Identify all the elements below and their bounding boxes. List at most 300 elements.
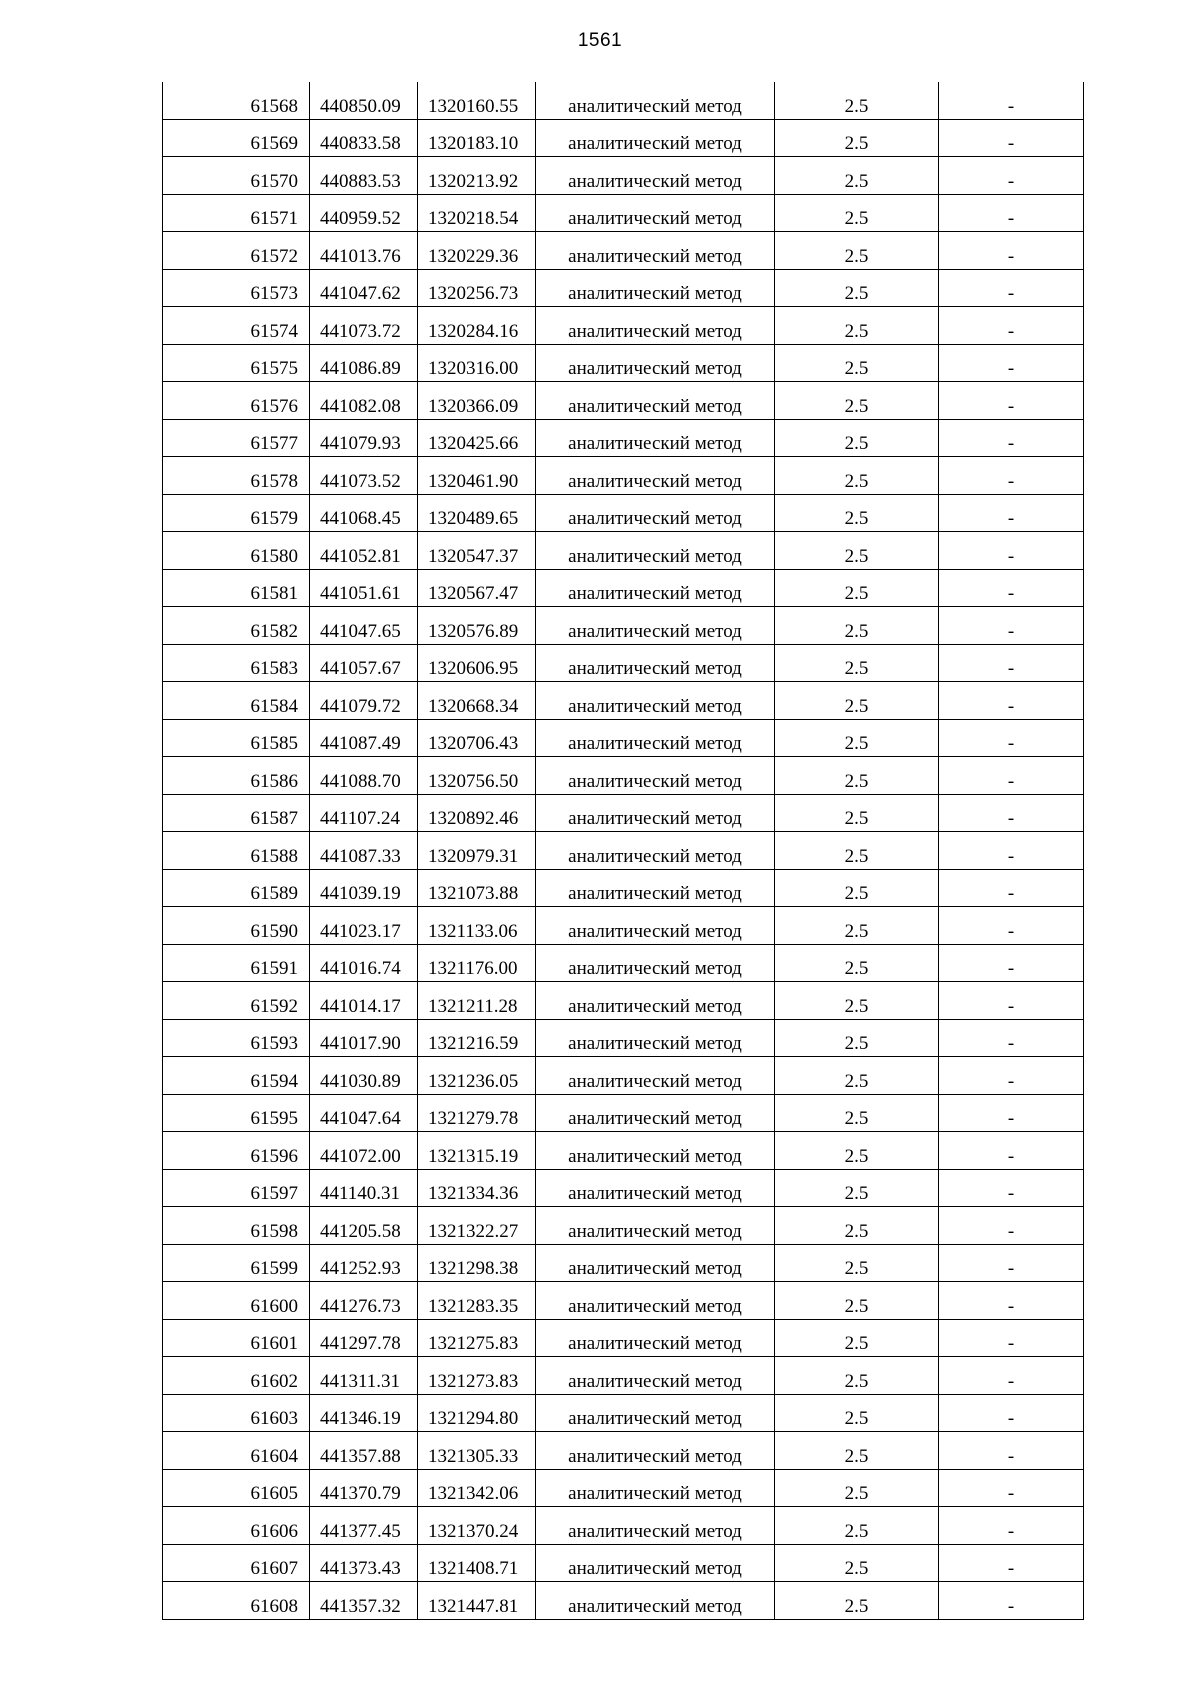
note-cell bbox=[939, 1544, 1084, 1582]
note-text: - bbox=[1007, 208, 1015, 229]
note-text: - bbox=[1007, 883, 1015, 904]
note-cell bbox=[939, 757, 1084, 795]
point-number-cell bbox=[163, 1132, 310, 1170]
accuracy-cell bbox=[775, 157, 939, 195]
note-text: - bbox=[1007, 1370, 1015, 1392]
accuracy-text: 2.5 bbox=[844, 1220, 869, 1242]
table-row bbox=[163, 869, 1084, 907]
point-number-cell bbox=[163, 1357, 310, 1395]
accuracy-text: 2.5 bbox=[844, 1183, 869, 1204]
note-cell bbox=[939, 1582, 1084, 1620]
accuracy-text: 2.5 bbox=[844, 1145, 869, 1167]
note-cell bbox=[939, 869, 1084, 907]
y-coordinate-text: 1320213.92 bbox=[428, 170, 519, 192]
y-coordinate-text: 1320229.36 bbox=[428, 245, 519, 267]
x-coordinate-cell bbox=[310, 569, 418, 607]
x-coordinate-cell bbox=[310, 1132, 418, 1170]
y-coordinate-cell bbox=[418, 194, 536, 232]
method-cell bbox=[536, 944, 775, 982]
x-coordinate-text: 441252.93 bbox=[320, 1258, 401, 1279]
x-coordinate-text: 441370.79 bbox=[320, 1483, 401, 1504]
note-cell bbox=[939, 1282, 1084, 1320]
y-coordinate-text: 1320892.46 bbox=[428, 808, 519, 829]
table-row bbox=[163, 1244, 1084, 1282]
point-number-text: 61607 bbox=[250, 1558, 298, 1579]
accuracy-cell bbox=[775, 494, 939, 532]
note-cell bbox=[939, 457, 1084, 495]
y-coordinate-cell bbox=[418, 82, 536, 119]
accuracy-cell bbox=[775, 1357, 939, 1395]
x-coordinate-text: 441357.88 bbox=[320, 1445, 401, 1467]
method-cell bbox=[536, 307, 775, 345]
method-cell bbox=[536, 1394, 775, 1432]
x-coordinate-cell bbox=[310, 1019, 418, 1057]
accuracy-text: 2.5 bbox=[844, 733, 869, 754]
point-number-cell bbox=[163, 869, 310, 907]
accuracy-cell bbox=[775, 194, 939, 232]
accuracy-cell bbox=[775, 1132, 939, 1170]
x-coordinate-text: 441205.58 bbox=[320, 1220, 401, 1242]
x-coordinate-cell bbox=[310, 1207, 418, 1245]
point-number-text: 61606 bbox=[250, 1520, 298, 1542]
method-text: аналитический метод bbox=[568, 508, 742, 529]
x-coordinate-cell bbox=[310, 1582, 418, 1620]
x-coordinate-text: 441023.17 bbox=[320, 920, 401, 942]
y-coordinate-text: 1321305.33 bbox=[428, 1445, 519, 1467]
point-number-text: 61576 bbox=[250, 395, 298, 417]
accuracy-text: 2.5 bbox=[844, 470, 869, 492]
table-row bbox=[163, 1582, 1084, 1620]
y-coordinate-text: 1320489.65 bbox=[428, 508, 519, 529]
y-coordinate-cell bbox=[418, 307, 536, 345]
accuracy-cell bbox=[775, 1057, 939, 1095]
y-coordinate-cell bbox=[418, 1169, 536, 1207]
table-row bbox=[163, 1207, 1084, 1245]
point-number-cell bbox=[163, 682, 310, 720]
accuracy-text: 2.5 bbox=[844, 620, 869, 642]
y-coordinate-text: 1321315.19 bbox=[428, 1145, 519, 1167]
point-number-text: 61600 bbox=[250, 1295, 298, 1317]
table-row bbox=[163, 1432, 1084, 1470]
point-number-text: 61588 bbox=[250, 845, 298, 867]
x-coordinate-cell bbox=[310, 1357, 418, 1395]
method-cell bbox=[536, 719, 775, 757]
accuracy-cell bbox=[775, 457, 939, 495]
accuracy-text: 2.5 bbox=[844, 920, 869, 942]
x-coordinate-cell bbox=[310, 419, 418, 457]
note-cell bbox=[939, 232, 1084, 270]
accuracy-text: 2.5 bbox=[844, 245, 869, 267]
accuracy-cell bbox=[775, 1094, 939, 1132]
point-number-text: 61602 bbox=[250, 1370, 298, 1392]
note-cell bbox=[939, 307, 1084, 345]
note-text: - bbox=[1007, 1483, 1015, 1504]
x-coordinate-cell bbox=[310, 757, 418, 795]
table-row bbox=[163, 569, 1084, 607]
point-number-text: 61603 bbox=[250, 1408, 298, 1429]
y-coordinate-cell bbox=[418, 569, 536, 607]
y-coordinate-cell bbox=[418, 1019, 536, 1057]
note-cell bbox=[939, 682, 1084, 720]
x-coordinate-text: 440850.09 bbox=[320, 95, 401, 117]
y-coordinate-cell bbox=[418, 1544, 536, 1582]
point-number-cell bbox=[163, 907, 310, 945]
table-row bbox=[163, 382, 1084, 420]
point-number-cell bbox=[163, 719, 310, 757]
x-coordinate-cell bbox=[310, 1169, 418, 1207]
method-cell bbox=[536, 1132, 775, 1170]
method-cell bbox=[536, 644, 775, 682]
method-cell bbox=[536, 457, 775, 495]
accuracy-text: 2.5 bbox=[844, 208, 869, 229]
x-coordinate-cell bbox=[310, 682, 418, 720]
point-number-cell bbox=[163, 344, 310, 382]
method-cell bbox=[536, 419, 775, 457]
x-coordinate-text: 441068.45 bbox=[320, 508, 401, 529]
point-number-cell bbox=[163, 1207, 310, 1245]
x-coordinate-cell bbox=[310, 82, 418, 119]
method-cell bbox=[536, 82, 775, 119]
note-cell bbox=[939, 269, 1084, 307]
method-cell bbox=[536, 832, 775, 870]
point-number-cell bbox=[163, 569, 310, 607]
y-coordinate-text: 1320706.43 bbox=[428, 733, 519, 754]
y-coordinate-cell bbox=[418, 232, 536, 270]
x-coordinate-cell bbox=[310, 1432, 418, 1470]
method-text: аналитический метод bbox=[568, 1445, 742, 1467]
accuracy-text: 2.5 bbox=[844, 1033, 869, 1054]
x-coordinate-cell bbox=[310, 719, 418, 757]
method-cell bbox=[536, 1094, 775, 1132]
method-cell bbox=[536, 757, 775, 795]
accuracy-text: 2.5 bbox=[844, 1258, 869, 1279]
point-number-cell bbox=[163, 157, 310, 195]
note-text: - bbox=[1007, 920, 1015, 942]
table-row bbox=[163, 719, 1084, 757]
accuracy-cell bbox=[775, 719, 939, 757]
method-text: аналитический метод bbox=[568, 1258, 742, 1279]
accuracy-cell bbox=[775, 419, 939, 457]
y-coordinate-cell bbox=[418, 1132, 536, 1170]
accuracy-text: 2.5 bbox=[844, 320, 869, 342]
method-text: аналитический метод bbox=[568, 1220, 742, 1242]
accuracy-text: 2.5 bbox=[844, 1295, 869, 1317]
y-coordinate-cell bbox=[418, 982, 536, 1020]
method-cell bbox=[536, 232, 775, 270]
y-coordinate-text: 1320316.00 bbox=[428, 358, 519, 379]
y-coordinate-cell bbox=[418, 1094, 536, 1132]
x-coordinate-text: 441073.72 bbox=[320, 320, 401, 342]
method-cell bbox=[536, 119, 775, 157]
point-number-cell bbox=[163, 1394, 310, 1432]
y-coordinate-cell bbox=[418, 157, 536, 195]
point-number-text: 61601 bbox=[250, 1333, 298, 1354]
x-coordinate-cell bbox=[310, 232, 418, 270]
note-text: - bbox=[1007, 845, 1015, 867]
point-number-cell bbox=[163, 419, 310, 457]
y-coordinate-cell bbox=[418, 419, 536, 457]
x-coordinate-text: 441051.61 bbox=[320, 583, 401, 604]
point-number-text: 61575 bbox=[250, 358, 298, 379]
point-number-cell bbox=[163, 194, 310, 232]
y-coordinate-text: 1321236.05 bbox=[428, 1070, 519, 1092]
note-text: - bbox=[1007, 1295, 1015, 1317]
note-cell bbox=[939, 157, 1084, 195]
table-row bbox=[163, 344, 1084, 382]
note-text: - bbox=[1007, 1220, 1015, 1242]
x-coordinate-cell bbox=[310, 607, 418, 645]
coordinates-table bbox=[162, 82, 1084, 1620]
x-coordinate-cell bbox=[310, 1282, 418, 1320]
y-coordinate-cell bbox=[418, 1244, 536, 1282]
note-cell bbox=[939, 1319, 1084, 1357]
y-coordinate-cell bbox=[418, 944, 536, 982]
accuracy-text: 2.5 bbox=[844, 845, 869, 867]
table-row bbox=[163, 494, 1084, 532]
note-cell bbox=[939, 832, 1084, 870]
table-row bbox=[163, 1507, 1084, 1545]
method-cell bbox=[536, 382, 775, 420]
point-number-cell bbox=[163, 1244, 310, 1282]
method-text: аналитический метод bbox=[568, 1108, 742, 1129]
note-cell bbox=[939, 719, 1084, 757]
y-coordinate-text: 1320606.95 bbox=[428, 658, 519, 679]
x-coordinate-cell bbox=[310, 907, 418, 945]
accuracy-text: 2.5 bbox=[844, 170, 869, 192]
accuracy-cell bbox=[775, 869, 939, 907]
method-text: аналитический метод bbox=[568, 995, 742, 1017]
point-number-cell bbox=[163, 1469, 310, 1507]
accuracy-cell bbox=[775, 1544, 939, 1582]
y-coordinate-cell bbox=[418, 269, 536, 307]
accuracy-text: 2.5 bbox=[844, 1408, 869, 1429]
point-number-text: 61570 bbox=[250, 170, 298, 192]
note-text: - bbox=[1007, 995, 1015, 1017]
note-text: - bbox=[1007, 958, 1015, 979]
accuracy-cell bbox=[775, 1582, 939, 1620]
table-row bbox=[163, 119, 1084, 157]
point-number-text: 61578 bbox=[250, 470, 298, 492]
accuracy-cell bbox=[775, 569, 939, 607]
x-coordinate-cell bbox=[310, 1244, 418, 1282]
point-number-cell bbox=[163, 1019, 310, 1057]
note-cell bbox=[939, 1132, 1084, 1170]
table-row bbox=[163, 1319, 1084, 1357]
table-row bbox=[163, 232, 1084, 270]
table-row bbox=[163, 1394, 1084, 1432]
table-row bbox=[163, 194, 1084, 232]
note-text: - bbox=[1007, 695, 1015, 717]
note-text: - bbox=[1007, 508, 1015, 529]
method-text: аналитический метод bbox=[568, 208, 742, 229]
method-text: аналитический метод bbox=[568, 1558, 742, 1579]
page-number: 1561 bbox=[577, 30, 623, 51]
y-coordinate-cell bbox=[418, 532, 536, 570]
y-coordinate-text: 1321408.71 bbox=[428, 1558, 519, 1579]
y-coordinate-cell bbox=[418, 1282, 536, 1320]
method-text: аналитический метод bbox=[568, 170, 742, 192]
note-text: - bbox=[1007, 358, 1015, 379]
point-number-cell bbox=[163, 982, 310, 1020]
accuracy-text: 2.5 bbox=[844, 358, 869, 379]
y-coordinate-text: 1321283.35 bbox=[428, 1295, 519, 1317]
note-text: - bbox=[1007, 95, 1015, 117]
method-cell bbox=[536, 269, 775, 307]
y-coordinate-text: 1321447.81 bbox=[428, 1595, 519, 1617]
x-coordinate-text: 441087.49 bbox=[320, 733, 401, 754]
y-coordinate-cell bbox=[418, 1319, 536, 1357]
x-coordinate-text: 441039.19 bbox=[320, 883, 401, 904]
x-coordinate-cell bbox=[310, 1507, 418, 1545]
y-coordinate-cell bbox=[418, 644, 536, 682]
note-cell bbox=[939, 1394, 1084, 1432]
method-cell bbox=[536, 1432, 775, 1470]
point-number-cell bbox=[163, 232, 310, 270]
x-coordinate-text: 441052.81 bbox=[320, 545, 401, 567]
point-number-cell bbox=[163, 1319, 310, 1357]
method-cell bbox=[536, 494, 775, 532]
method-cell bbox=[536, 1582, 775, 1620]
method-text: аналитический метод bbox=[568, 1370, 742, 1392]
x-coordinate-cell bbox=[310, 1094, 418, 1132]
point-number-text: 61599 bbox=[250, 1258, 298, 1279]
accuracy-cell bbox=[775, 907, 939, 945]
point-number-cell bbox=[163, 1057, 310, 1095]
method-cell bbox=[536, 532, 775, 570]
point-number-cell bbox=[163, 1582, 310, 1620]
note-text: - bbox=[1007, 1108, 1015, 1129]
x-coordinate-cell bbox=[310, 982, 418, 1020]
y-coordinate-cell bbox=[418, 907, 536, 945]
y-coordinate-cell bbox=[418, 869, 536, 907]
table-row bbox=[163, 1282, 1084, 1320]
y-coordinate-text: 1320256.73 bbox=[428, 283, 519, 304]
table-row bbox=[163, 419, 1084, 457]
accuracy-cell bbox=[775, 1169, 939, 1207]
accuracy-text: 2.5 bbox=[844, 283, 869, 304]
note-cell bbox=[939, 794, 1084, 832]
method-cell bbox=[536, 907, 775, 945]
y-coordinate-text: 1321294.80 bbox=[428, 1408, 519, 1429]
y-coordinate-cell bbox=[418, 1432, 536, 1470]
accuracy-text: 2.5 bbox=[844, 95, 869, 117]
note-text: - bbox=[1007, 1145, 1015, 1167]
point-number-cell bbox=[163, 944, 310, 982]
point-number-text: 61583 bbox=[250, 658, 298, 679]
method-cell bbox=[536, 794, 775, 832]
point-number-text: 61580 bbox=[250, 545, 298, 567]
accuracy-text: 2.5 bbox=[844, 808, 869, 829]
accuracy-cell bbox=[775, 382, 939, 420]
accuracy-cell bbox=[775, 794, 939, 832]
y-coordinate-text: 1321073.88 bbox=[428, 883, 519, 904]
accuracy-cell bbox=[775, 607, 939, 645]
point-number-cell bbox=[163, 269, 310, 307]
note-cell bbox=[939, 82, 1084, 119]
note-text: - bbox=[1007, 808, 1015, 829]
accuracy-text: 2.5 bbox=[844, 1445, 869, 1467]
accuracy-cell bbox=[775, 1282, 939, 1320]
accuracy-cell bbox=[775, 82, 939, 119]
x-coordinate-text: 441140.31 bbox=[320, 1183, 401, 1204]
y-coordinate-text: 1321279.78 bbox=[428, 1108, 519, 1129]
point-number-cell bbox=[163, 832, 310, 870]
point-number-text: 61582 bbox=[250, 620, 298, 642]
table-row bbox=[163, 757, 1084, 795]
method-text: аналитический метод bbox=[568, 470, 742, 492]
x-coordinate-text: 441377.45 bbox=[320, 1520, 401, 1542]
note-text: - bbox=[1007, 1445, 1015, 1467]
y-coordinate-text: 1321334.36 bbox=[428, 1183, 519, 1204]
y-coordinate-cell bbox=[418, 757, 536, 795]
method-text: аналитический метод bbox=[568, 958, 742, 979]
x-coordinate-text: 441057.67 bbox=[320, 658, 401, 679]
y-coordinate-text: 1320576.89 bbox=[428, 620, 519, 642]
x-coordinate-cell bbox=[310, 382, 418, 420]
method-cell bbox=[536, 1207, 775, 1245]
accuracy-cell bbox=[775, 1394, 939, 1432]
accuracy-cell bbox=[775, 232, 939, 270]
y-coordinate-cell bbox=[418, 607, 536, 645]
y-coordinate-cell bbox=[418, 719, 536, 757]
x-coordinate-cell bbox=[310, 1469, 418, 1507]
note-cell bbox=[939, 1357, 1084, 1395]
table-row bbox=[163, 1057, 1084, 1095]
y-coordinate-cell bbox=[418, 1057, 536, 1095]
note-cell bbox=[939, 944, 1084, 982]
y-coordinate-text: 1320668.34 bbox=[428, 695, 519, 717]
method-text: аналитический метод bbox=[568, 1595, 742, 1617]
method-text: аналитический метод bbox=[568, 808, 742, 829]
note-cell bbox=[939, 1469, 1084, 1507]
method-text: аналитический метод bbox=[568, 133, 742, 154]
x-coordinate-cell bbox=[310, 157, 418, 195]
point-number-text: 61568 bbox=[250, 95, 298, 117]
method-text: аналитический метод bbox=[568, 583, 742, 604]
x-coordinate-text: 441079.93 bbox=[320, 433, 401, 454]
accuracy-cell bbox=[775, 982, 939, 1020]
y-coordinate-cell bbox=[418, 1582, 536, 1620]
y-coordinate-cell bbox=[418, 119, 536, 157]
note-cell bbox=[939, 382, 1084, 420]
y-coordinate-text: 1321342.06 bbox=[428, 1483, 519, 1504]
y-coordinate-text: 1321273.83 bbox=[428, 1370, 519, 1392]
method-cell bbox=[536, 1469, 775, 1507]
accuracy-text: 2.5 bbox=[844, 658, 869, 679]
x-coordinate-cell bbox=[310, 1319, 418, 1357]
y-coordinate-text: 1321298.38 bbox=[428, 1258, 519, 1279]
point-number-text: 61585 bbox=[250, 733, 298, 754]
y-coordinate-cell bbox=[418, 1357, 536, 1395]
point-number-text: 61591 bbox=[250, 958, 298, 979]
table-row bbox=[163, 269, 1084, 307]
point-number-text: 61569 bbox=[250, 133, 298, 154]
accuracy-cell bbox=[775, 832, 939, 870]
point-number-text: 61572 bbox=[250, 245, 298, 267]
accuracy-cell bbox=[775, 757, 939, 795]
table-row bbox=[163, 1019, 1084, 1057]
x-coordinate-text: 441014.17 bbox=[320, 995, 401, 1017]
method-text: аналитический метод bbox=[568, 1520, 742, 1542]
y-coordinate-text: 1321176.00 bbox=[428, 958, 518, 979]
x-coordinate-cell bbox=[310, 1544, 418, 1582]
x-coordinate-text: 441013.76 bbox=[320, 245, 401, 267]
method-cell bbox=[536, 1244, 775, 1282]
table-row bbox=[163, 644, 1084, 682]
point-number-text: 61595 bbox=[250, 1108, 298, 1129]
y-coordinate-text: 1321275.83 bbox=[428, 1333, 519, 1354]
note-text: - bbox=[1007, 1333, 1015, 1354]
